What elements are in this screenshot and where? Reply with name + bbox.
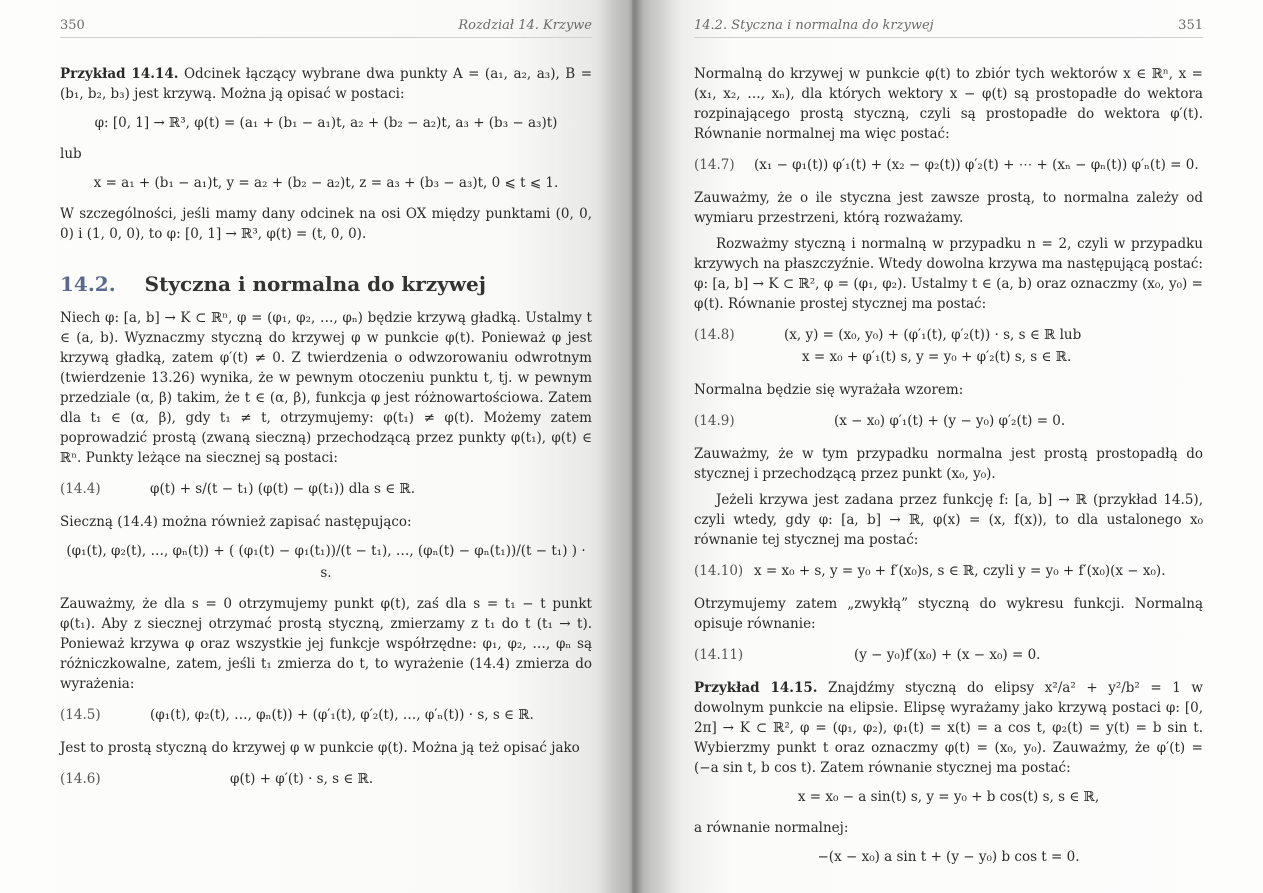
page-number-left: 350 <box>60 18 85 33</box>
equation-tag: (14.8) <box>694 327 735 343</box>
equation-14-11 <box>694 644 1203 666</box>
running-head-title-left: Rozdział 14. Krzywe <box>458 18 592 33</box>
equation-body: (x − x₀) φ′₁(t) + (y − y₀) φ′₂(t) = 0. <box>834 413 1066 429</box>
paragraph-secant: Sieczną (14.4) można również zapisać następująco: <box>60 514 412 530</box>
equation-tag: (14.4) <box>60 481 101 497</box>
running-head-title-right: 14.2. Styczna i normalna do krzywej <box>694 18 934 33</box>
equation-body: x = x₀ + s, y = y₀ + f′(x₀)s, s ∈ ℝ, czyli y = y₀ + f′(x₀)(x − x₀). <box>754 563 1166 579</box>
equation-14-8 <box>694 324 1203 368</box>
example-14-14 <box>60 64 592 104</box>
equation-body: (y − y₀)f′(x₀) + (x − x₀) = 0. <box>854 647 1041 663</box>
paragraph-limit: Zauważmy, że dla s = 0 otrzymujemy punkt φ(t), zaś dla s = t₁ − t punkt φ(t₁). Aby z siecznej otrzymać prostą styczną, zmierzamy z t₁ do t (t₁ → t). Ponieważ krzywa φ oraz wszystkie jej funkcje współrzędne: φ₁, φ₂, …, φₙ są różniczkowalne, zatem, jeśli t₁ zmierza do t, to wyrażenie (14.4) zmierza do wyrażenia: <box>60 596 592 692</box>
equation-tag: (14.10) <box>694 563 744 579</box>
equation-body: (x₁ − φ₁(t)) φ′₁(t) + (x₂ − φ₂(t)) φ′₂(t) + ⋯ + (xₙ − φₙ(t)) φ′ₙ(t) = 0. <box>754 157 1199 173</box>
page-number-right: 351 <box>1178 18 1203 33</box>
paragraph-tangent-line: Jest to prostą styczną do krzywej φ w punkcie φ(t). Można ją też opisać jako <box>60 740 580 756</box>
equation-14-7 <box>694 154 1203 176</box>
paragraph-normal-def: Normalną do krzywej w punkcie φ(t) to zbiór tych wektorów x ∈ ℝⁿ, x = (x₁, x₂, …, xₙ), dla których wektory x − φ(t) są prostopadłe do wektora rozpinającego prostą styczną, czyli są prostopadłe do wektora φ′(t). Równanie normalnej ma więc postać: <box>694 66 1203 142</box>
equation-tag: (14.11) <box>694 647 744 663</box>
equation-14-5 <box>60 704 592 726</box>
book-gutter-shadow <box>600 0 670 893</box>
paragraph-ordinary-tangent: Otrzymujemy zatem „zwykłą” styczną do wykresu funkcji. Normalną opisuje równanie: <box>694 596 1203 632</box>
section-heading <box>60 272 592 296</box>
equation-tag: (14.7) <box>694 157 735 173</box>
equation-secant-coordinates: (φ₁(t), φ₂(t), …, φₙ(t)) + ( (φ₁(t) − φ₁(t₁))/(t − t₁), …, (φₙ(t) − φₙ(t₁))/(t − t₁) ) · s. <box>66 543 586 581</box>
equation-body-group <box>784 324 1203 368</box>
paragraph-perpendicular: Zauważmy, że w tym przypadku normalna jest prostą prostopadłą do stycznej i przechodzącą przez punkt (x₀, y₀). <box>694 446 1203 482</box>
example-14-15 <box>694 678 1203 778</box>
equation-14-4 <box>60 478 592 500</box>
example-text: Znajdźmy styczną do elipsy x²/a² + y²/b² = 1 w dowolnym punkcie na elipsie. Elipsę wyrażamy jako krzywą postaci φ: [0, 2π] → K ⊂ ℝ², φ = (φ₁, φ₂), φ₁(t) = x(t) = a cos t, φ₂(t) = y(t) = b sin t. Wybierzmy punkt t oraz oznaczmy φ(t) = (x₀, y₀). Zauważmy, że φ′(t) = (−a sin t, b cos t). Zatem równanie stycznej ma postać: <box>694 680 1203 776</box>
special-case-paragraph: W szczególności, jeśli mamy dany odcinek na osi OX między punktami (0, 0, 0) i (1, 0, 0), to φ: [0, 1] → ℝ³, φ(t) = (t, 0, 0). <box>60 206 592 242</box>
formula-segment-param: x = a₁ + (b₁ − a₁)t, y = a₂ + (b₂ − a₂)t, z = a₃ + (b₃ − a₃)t, 0 ⩽ t ⩽ 1. <box>93 175 559 191</box>
equation-tag: (14.5) <box>60 707 101 723</box>
right-page <box>632 0 1263 893</box>
equation-body: φ(t) + φ′(t) · s, s ∈ ℝ. <box>230 771 374 787</box>
paragraph-normal-dimension: Zauważmy, że o ile styczna jest zawsze prostą, to normalna zależy od wymiaru przestrzeni, którą rozważamy. <box>694 190 1203 226</box>
paragraph-tangent-intro: Niech φ: [a, b] → K ⊂ ℝⁿ, φ = (φ₁, φ₂, …, φₙ) będzie krzywą gładką. Ustalmy t ∈ (a, b). Wyznaczmy styczną do krzywej φ w punkcie φ(t). Ponieważ φ jest krzywą gładką, zatem φ′(t) ≠ 0. Z twierdzenia o odwzorowaniu odwrotnym (twierdzenie 13.26) wynika, że w pewnym otoczeniu punktu t, tj. w pewnym przedziale (α, β) takim, że t ∈ (α, β), funkcja φ jest różnowartościowa. Zatem dla t₁ ∈ (α, β), gdy t₁ ≠ t, otrzymujemy: φ(t₁) ≠ φ(t). Możemy zatem poprowadzić prostą (zwaną sieczną) przechodzącą przez punkty φ(t₁), φ(t) ∈ ℝⁿ. Punkty leżące na siecznej są postaci: <box>60 310 592 466</box>
formula-segment: φ: [0, 1] → ℝ³, φ(t) = (a₁ + (b₁ − a₁)t, a₂ + (b₂ − a₂)t, a₃ + (b₃ − a₃)t) <box>94 115 558 131</box>
right-running-head <box>694 18 1203 38</box>
equation-body: (φ₁(t), φ₂(t), …, φₙ(t)) + (φ′₁(t), φ′₂(t), …, φ′ₙ(t)) · s, s ∈ ℝ. <box>150 707 534 723</box>
ellipse-tangent-equation: x = x₀ − a sin(t) s, y = y₀ + b cos(t) s, s ∈ ℝ, <box>797 789 1100 805</box>
equation-tag: (14.6) <box>60 771 101 787</box>
example-text: Odcinek łączący wybrane dwa punkty A = (a₁, a₂, a₃), B = (b₁, b₂, b₃) jest krzywą. Można ją opisać w postaci: <box>60 66 593 102</box>
lub-text: lub <box>60 146 82 162</box>
example-title: Przykład 14.15. <box>694 680 818 696</box>
equation-tag: (14.9) <box>694 413 735 429</box>
ellipse-normal-equation: −(x − x₀) a sin t + (y − y₀) b cos t = 0. <box>817 849 1080 865</box>
equation-14-9 <box>694 410 1203 432</box>
section-title: Styczna i normalna do krzywej <box>144 272 486 296</box>
paragraph-plane-case: Rozważmy styczną i normalną w przypadku n = 2, czyli w przypadku krzywych na płaszczyźnie. Wtedy dowolna krzywa ma następującą postać: φ: [a, b] → K ⊂ ℝ², φ = (φ₁, φ₂). Ustalmy t ∈ (a, b) oraz oznaczmy (x₀, y₀) = φ(t). Równanie prostej stycznej ma postać: <box>694 236 1203 312</box>
left-running-head <box>60 18 592 38</box>
equation-line: x = x₀ + φ′₁(t) s, y = y₀ + φ′₂(t) s, s ∈ ℝ. <box>802 349 1072 365</box>
example-title: Przykład 14.14. <box>60 66 179 82</box>
section-number: 14.2. <box>60 272 116 296</box>
paragraph-function-graph: Jeżeli krzywa jest zadana przez funkcję f: [a, b] → ℝ (przykład 14.5), czyli wtedy, gdy φ: [a, b] → ℝ, φ(x) = (x, f(x)), to dla ustalonego x₀ równanie tej stycznej ma postać: <box>694 492 1203 548</box>
normal-intro: a równanie normalnej: <box>694 820 849 836</box>
paragraph-normal-formula: Normalna będzie się wyrażała wzorem: <box>694 382 964 398</box>
equation-14-10 <box>694 560 1203 582</box>
equation-14-6 <box>60 768 592 790</box>
equation-body: φ(t) + s/(t − t₁) (φ(t) − φ(t₁)) dla s ∈ ℝ. <box>150 481 416 497</box>
equation-line: (x, y) = (x₀, y₀) + (φ′₁(t), φ′₂(t)) · s, s ∈ ℝ lub <box>784 327 1082 343</box>
